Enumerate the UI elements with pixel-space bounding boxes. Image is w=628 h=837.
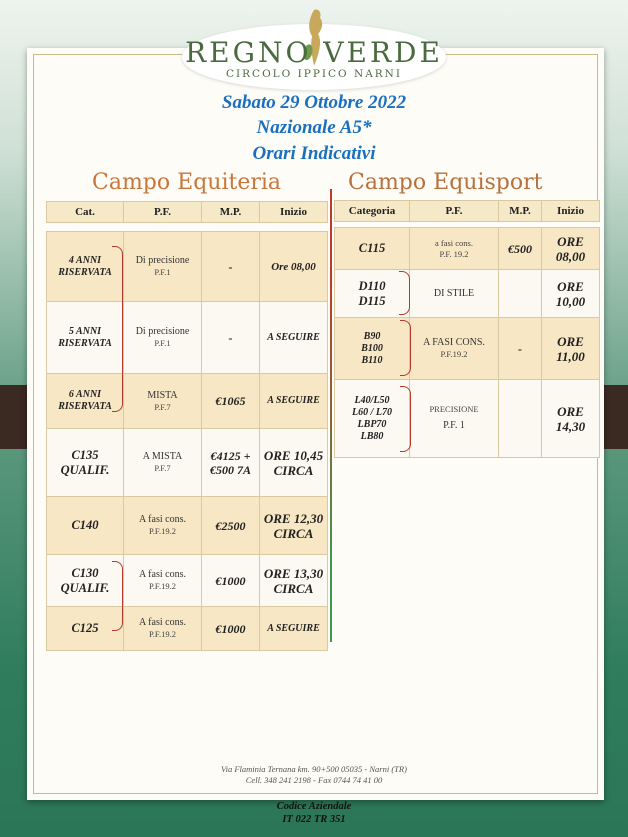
company-code-value: IT 022 TR 351	[282, 814, 346, 825]
row-pf-code: P.F.7	[154, 463, 171, 473]
right-brace-d-class	[399, 271, 410, 315]
row-start-time: 14,30	[555, 418, 586, 434]
row-pf-code: P.F.7	[154, 401, 171, 412]
row-mp: €1065	[215, 394, 246, 408]
right-brace-l-class	[400, 386, 411, 452]
table-row	[47, 555, 328, 607]
row-start: A SEGUIRE	[267, 622, 320, 634]
table-row	[335, 270, 600, 318]
row-start: ORE 13,30 CIRCA	[263, 565, 324, 596]
table-row	[47, 302, 328, 374]
table-row	[335, 318, 600, 380]
table-row	[47, 429, 328, 497]
row-pf: DI STILE	[433, 287, 475, 299]
logo-title: REGNO VERDE	[185, 36, 443, 69]
row-category: L60 / L70	[352, 406, 392, 418]
row-category: B110	[361, 354, 383, 366]
footer-contacts: Cell. 348 241 2198 - Fax 0744 74 41 00	[245, 775, 383, 785]
col-header-mp: M.P.	[202, 202, 260, 223]
row-category: LBP70	[357, 418, 387, 430]
row-start: ORE 12,30 CIRCA	[263, 510, 324, 541]
col-header-cat: Cat.	[47, 202, 124, 223]
row-start-label: ORE	[557, 278, 584, 294]
row-pf-code: P.F.1	[154, 338, 171, 348]
row-mp: -	[518, 341, 522, 356]
row-pf-code: P.F.19.2	[149, 526, 176, 536]
row-start: ORE 10,45 CIRCA	[263, 447, 324, 478]
row-pf-code: P.F.19.2	[440, 349, 468, 359]
row-pf-code: P.F.1	[154, 267, 171, 277]
col-header-mp: M.P.	[499, 201, 542, 222]
row-pf-code: P.F. 19.2	[439, 248, 469, 259]
row-pf-code: P.F. 1	[443, 420, 465, 431]
row-pf: MISTA	[147, 389, 178, 401]
column-divider	[330, 189, 332, 642]
table-row	[47, 607, 328, 651]
logo-subtitle: CIRCOLO IPPICO NARNI	[225, 68, 403, 80]
footer-address: Via Flaminia Ternana km. 90+500 05035 - Narni (TR)	[221, 764, 407, 774]
row-mp: -	[228, 330, 233, 345]
event-name: Nazionale A5*	[256, 117, 372, 138]
campo-equisport-title: Campo Equisport	[348, 170, 543, 195]
col-header-inizio: Inizio	[260, 202, 328, 223]
campo-equiteria-title: Campo Equiteria	[92, 170, 282, 195]
row-category: L40/L50	[354, 394, 390, 406]
left-brace-young-horses	[112, 246, 123, 412]
row-start-label: ORE	[557, 233, 584, 249]
row-pf: a fasi cons.	[434, 237, 473, 248]
left-brace-c130-c125	[112, 561, 123, 631]
row-pf: A fasi cons.	[139, 569, 186, 580]
col-header-inizio: Inizio	[542, 201, 600, 222]
row-category: B90	[363, 330, 381, 342]
row-mp: €1000	[215, 621, 246, 636]
table-row	[47, 232, 328, 302]
row-pf: Di precisione	[135, 326, 190, 337]
event-date: Sabato 29 Ottobre 2022	[221, 92, 407, 113]
row-pf: A fasi cons.	[139, 514, 186, 525]
col-header-pf: P.F.	[124, 202, 202, 223]
row-category: 4 ANNI RISERVATA	[58, 254, 112, 278]
row-category: C115	[358, 241, 386, 255]
row-mp: €1000	[215, 573, 246, 588]
row-category: C140	[71, 518, 99, 532]
col-header-pf: P.F.	[410, 201, 499, 222]
table-row	[335, 380, 600, 458]
row-start: A SEGUIRE	[267, 331, 320, 343]
row-start-time: 10,00	[555, 293, 586, 309]
row-mp: €2500	[215, 518, 246, 533]
row-category: B100	[361, 342, 383, 354]
table-row	[47, 374, 328, 429]
row-category: 6 ANNI RISERVATA	[58, 389, 112, 412]
row-category: D115	[358, 293, 386, 308]
company-code-label: Codice Aziendale	[276, 801, 352, 812]
row-category: LB80	[360, 430, 384, 442]
row-mp: €500	[508, 241, 532, 256]
row-start-time: 08,00	[555, 248, 586, 264]
row-pf-code: P.F.19.2	[149, 629, 176, 639]
row-pf: Di precisione	[135, 255, 190, 266]
right-brace-b-class	[400, 320, 411, 376]
row-start-time: 11,00	[556, 348, 585, 364]
schedule-note: Orari Indicativi	[252, 143, 376, 164]
row-category: D110	[358, 278, 386, 293]
row-category: 5 ANNI RISERVATA	[58, 325, 112, 349]
row-pf: A fasi cons.	[139, 617, 186, 628]
row-mp: €4125 + €500 7A	[209, 448, 251, 477]
row-start: Ore 08,00	[271, 260, 316, 273]
row-start-label: ORE	[557, 333, 584, 349]
row-category: C130 QUALIF.	[60, 565, 110, 595]
row-pf-code: P.F.19.2	[149, 581, 176, 591]
row-category: C125	[71, 621, 99, 635]
table-row	[47, 497, 328, 555]
row-start: A SEGUIRE	[267, 395, 320, 406]
row-category: C135 QUALIF.	[60, 447, 110, 477]
col-header-categoria: Categoria	[335, 201, 410, 222]
row-pf: A MISTA	[142, 451, 183, 462]
equisport-table	[334, 200, 600, 458]
row-pf: PRECISIONE	[429, 404, 479, 414]
equiteria-table	[46, 201, 328, 651]
row-mp: -	[228, 259, 233, 274]
table-row	[335, 228, 600, 270]
row-start-label: ORE	[557, 403, 584, 419]
row-pf: A FASI CONS.	[423, 337, 485, 348]
